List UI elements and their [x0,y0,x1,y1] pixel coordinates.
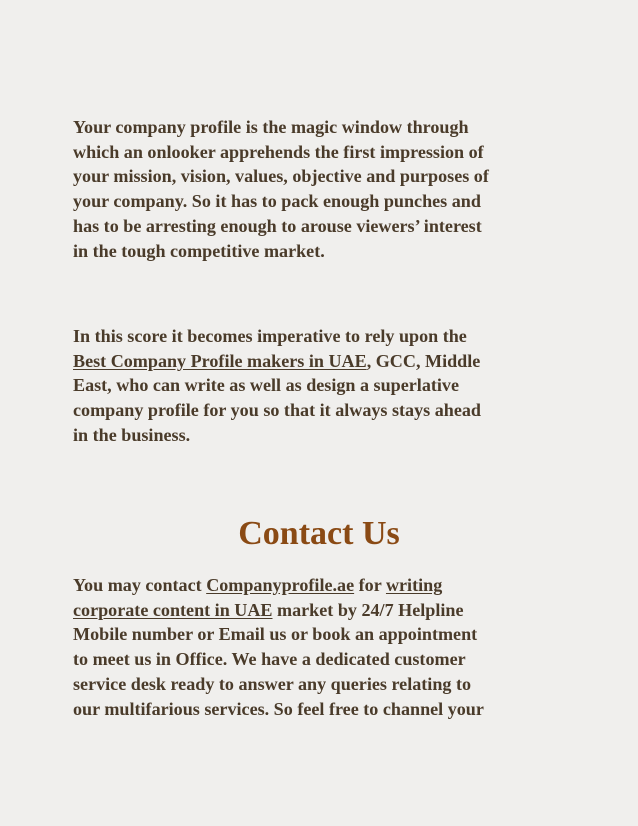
paragraph-text: for [354,575,386,595]
companyprofile-ae-link[interactable]: Companyprofile.ae [206,575,355,595]
paragraph-line: East, who can write as well as design a superlative [73,375,459,396]
paragraph-line: has to be arresting enough to arouse viewers’ interest [73,215,482,236]
paragraph-line: company profile for you so that it always stays ahead [73,400,481,421]
paragraph-line: to meet us in Office. We have a dedicated customer [73,649,466,670]
intro-paragraph [73,115,573,263]
writing-corporate-content-link[interactable]: writing [385,575,443,595]
contact-paragraph [73,573,573,721]
paragraph-line: your mission, vision, values, objective and purposes of [73,166,489,187]
paragraph-line: service desk ready to answer any queries relating to [73,673,472,694]
paragraph-text: You may contact [73,575,207,595]
paragraph-line: our multifarious services. So feel free to channel your [73,698,484,719]
best-company-profile-makers-link[interactable]: Best Company Profile makers in UAE [73,350,367,371]
paragraph-line [73,573,573,598]
paragraph-text: market by 24/7 Helpline [272,599,464,620]
paragraph-line: Mobile number or Email us or book an appointment [73,624,478,645]
paragraph-line: Your company profile is the magic window through [73,117,469,137]
paragraph-text: , GCC, Middle [366,350,481,371]
paragraph-line: In this score it becomes imperative to rely upon the [73,326,467,346]
paragraph-line: in the tough competitive market. [73,240,325,261]
writing-corporate-content-link-continued[interactable]: corporate content in UAE [73,599,273,620]
paragraph-line: which an onlooker apprehends the first impression of [73,141,484,162]
paragraph-line [73,349,573,374]
contact-us-heading: Contact Us [238,515,400,552]
makers-paragraph [73,324,573,448]
paragraph-line: your company. So it has to pack enough punches and [73,191,481,212]
paragraph-line [73,598,573,623]
paragraph-line: in the business. [73,424,191,445]
